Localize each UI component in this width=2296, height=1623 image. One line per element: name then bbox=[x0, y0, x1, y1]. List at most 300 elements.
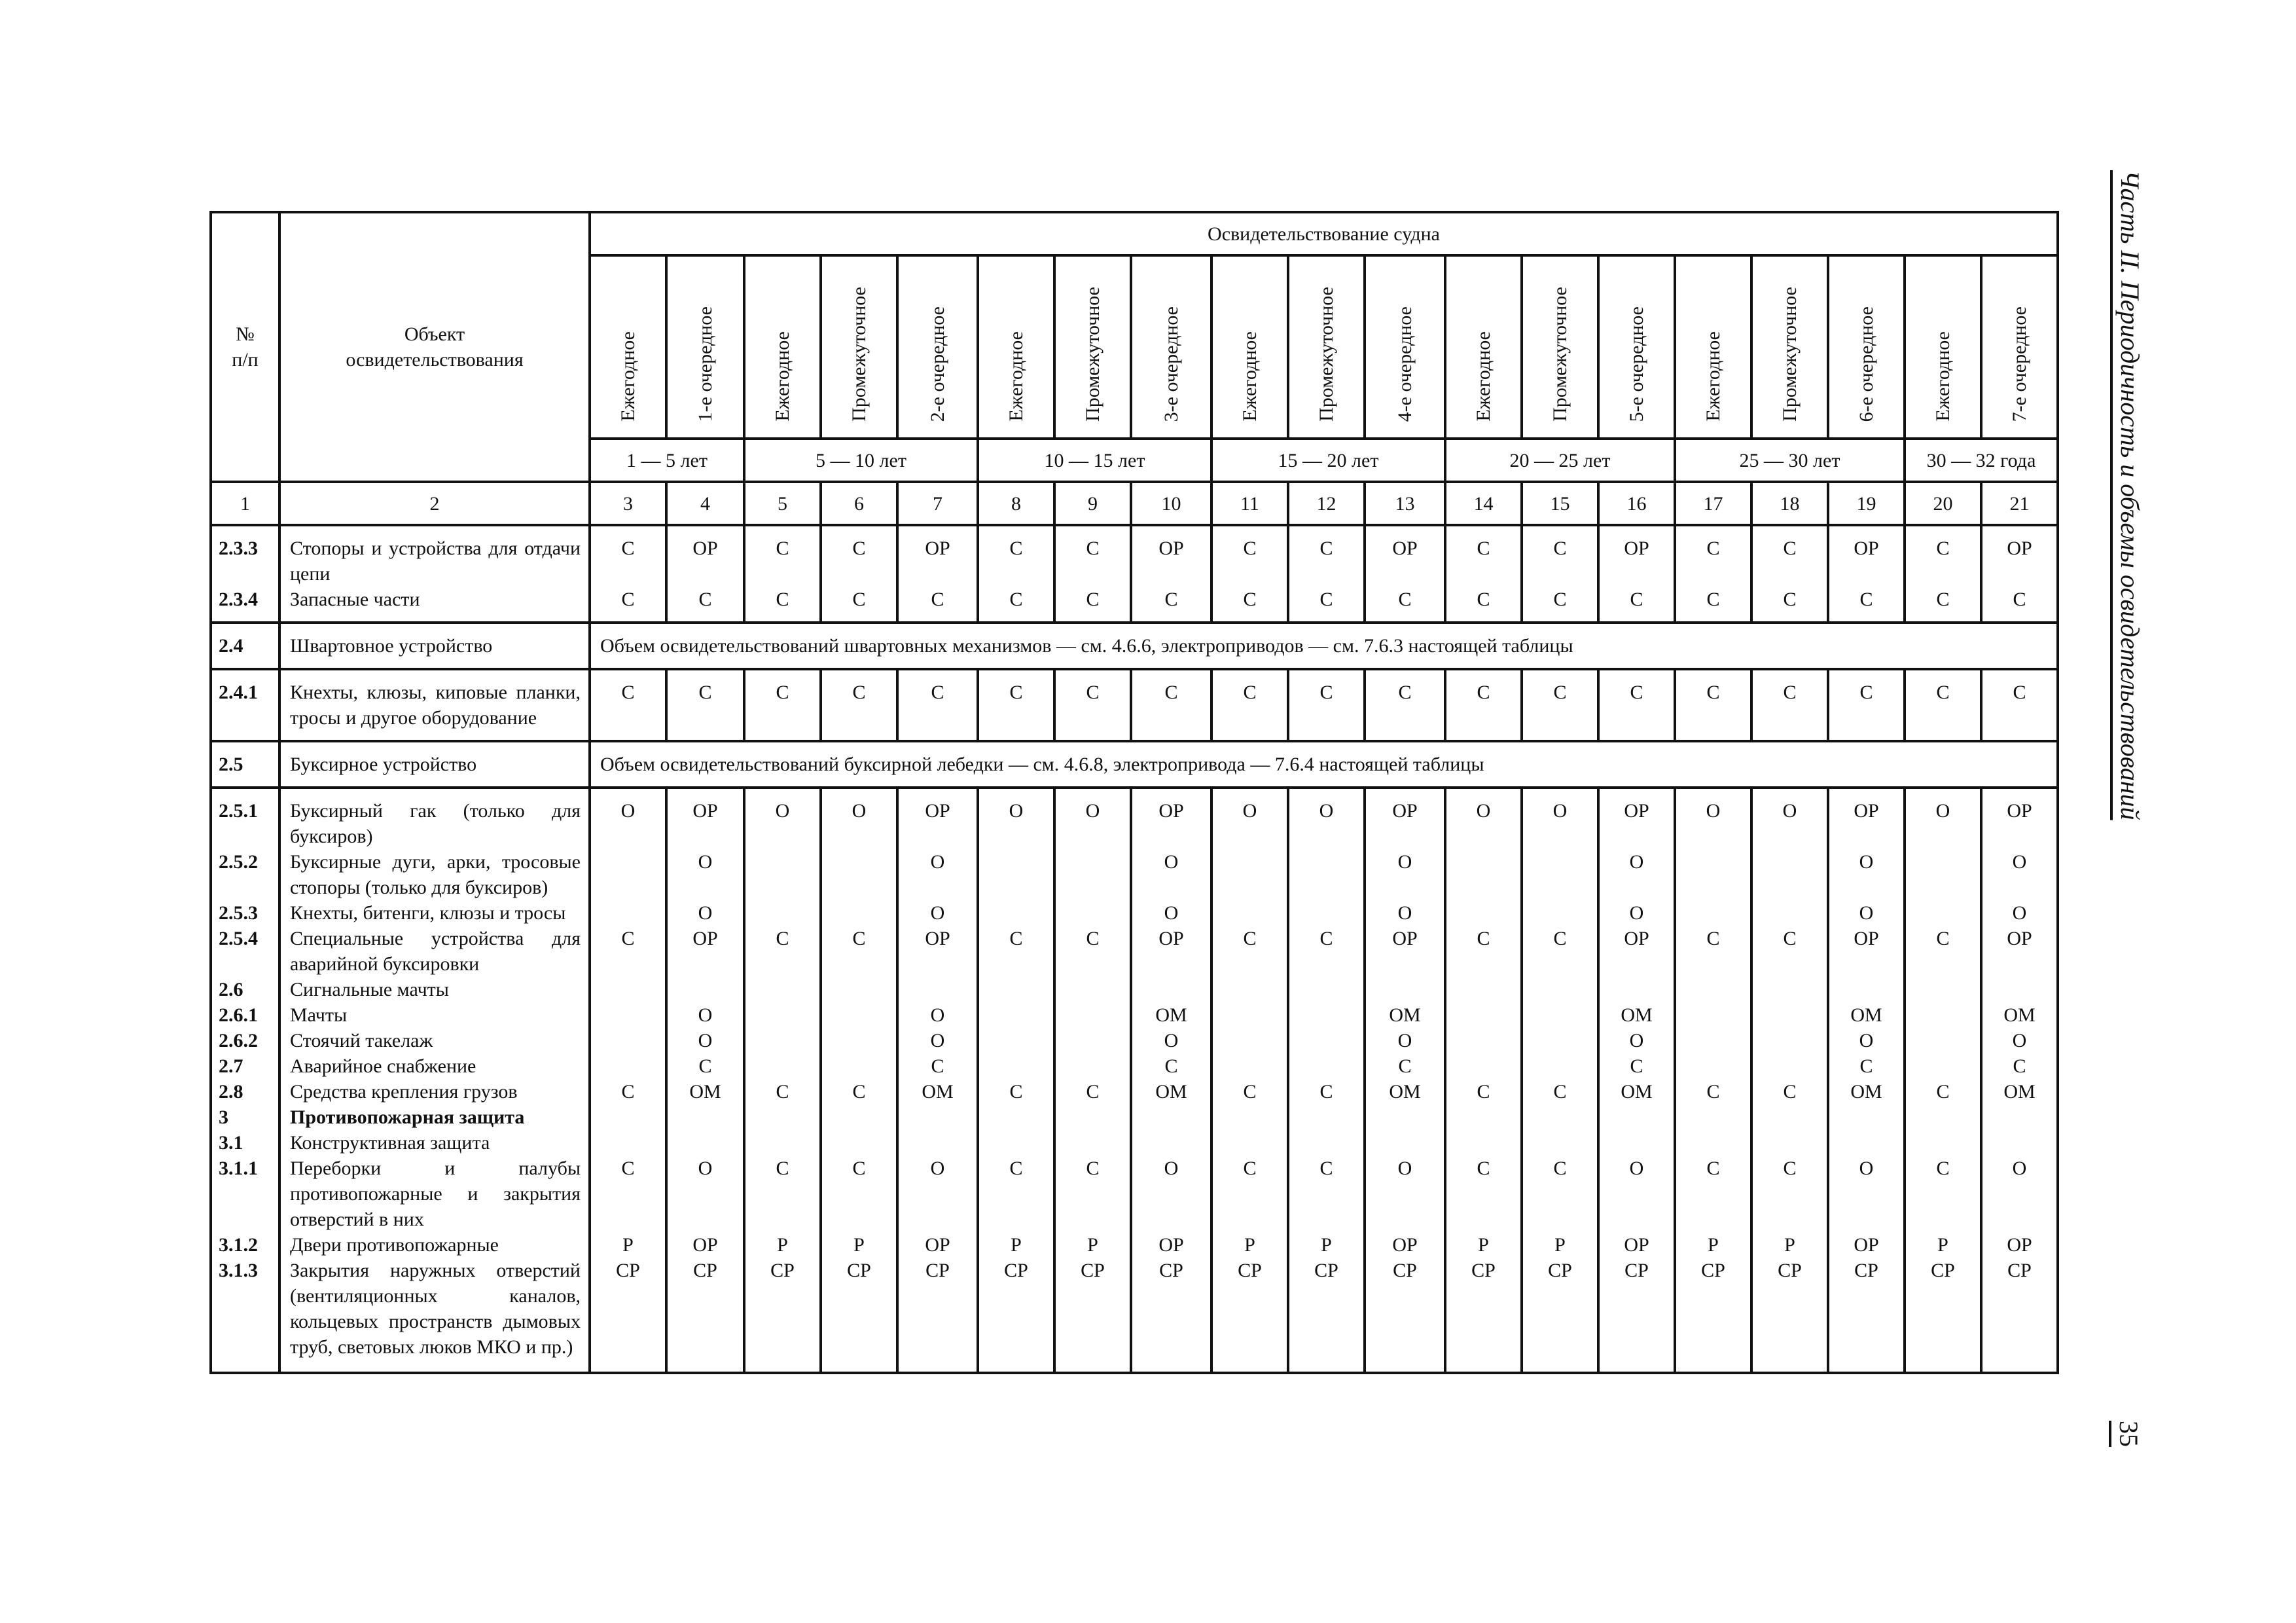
survey-value bbox=[744, 900, 821, 926]
survey-value bbox=[1751, 849, 1828, 900]
survey-value bbox=[666, 1130, 744, 1156]
survey-value: О bbox=[1365, 1156, 1445, 1232]
survey-value: СР bbox=[1054, 1258, 1131, 1373]
header-survey-group: Освидетельствование судна bbox=[590, 212, 2058, 255]
survey-value: О bbox=[1522, 788, 1598, 849]
survey-value bbox=[1751, 900, 1828, 926]
survey-value: О bbox=[1598, 1156, 1675, 1232]
survey-value: С bbox=[1522, 587, 1598, 623]
survey-type-header bbox=[744, 255, 821, 439]
survey-value: О bbox=[1211, 788, 1288, 849]
survey-value bbox=[978, 1053, 1054, 1079]
row-number: 2.5 bbox=[211, 741, 279, 788]
column-number: 10 bbox=[1131, 482, 1211, 525]
row-note: Объем освидетельствований буксирной лебедки — см. 4.6.8, электропривода — 7.6.4 настоящей таблицы bbox=[590, 741, 2058, 788]
survey-value: С bbox=[1905, 525, 1981, 587]
survey-value bbox=[1751, 1002, 1828, 1028]
survey-value: Р bbox=[1751, 1232, 1828, 1258]
survey-value: О bbox=[1981, 849, 2058, 900]
survey-value bbox=[1445, 1002, 1522, 1028]
survey-value bbox=[1054, 900, 1131, 926]
row-number: 2.6 bbox=[211, 977, 279, 1002]
survey-value: С bbox=[1675, 525, 1751, 587]
column-number: 13 bbox=[1365, 482, 1445, 525]
table-row bbox=[211, 1002, 2058, 1028]
row-object: Кнехты, клюзы, киповые планки, тросы и другое оборудование bbox=[279, 669, 590, 741]
survey-value: Р bbox=[1675, 1232, 1751, 1258]
survey-value bbox=[1211, 977, 1288, 1002]
survey-value: С bbox=[1365, 1053, 1445, 1079]
survey-value: О bbox=[1365, 849, 1445, 900]
survey-value bbox=[978, 977, 1054, 1002]
survey-type-header bbox=[1054, 255, 1131, 439]
survey-value: С bbox=[1445, 926, 1522, 977]
survey-type-header bbox=[1981, 255, 2058, 439]
survey-value: СР bbox=[897, 1258, 978, 1373]
survey-value: Р bbox=[1288, 1232, 1365, 1258]
survey-value: ОР bbox=[1598, 788, 1675, 849]
survey-value: С bbox=[1288, 587, 1365, 623]
survey-value bbox=[1054, 849, 1131, 900]
survey-value: С bbox=[666, 587, 744, 623]
survey-type-label: 1-е очередное bbox=[694, 306, 716, 422]
survey-value: СР bbox=[1981, 1258, 2058, 1373]
survey-value: С bbox=[1751, 1156, 1828, 1232]
table-row bbox=[211, 1053, 2058, 1079]
survey-value: О bbox=[978, 788, 1054, 849]
survey-value bbox=[1598, 977, 1675, 1002]
row-object: Швартовное устройство bbox=[279, 623, 590, 669]
survey-value: ОМ bbox=[1981, 1002, 2058, 1028]
survey-value bbox=[1522, 977, 1598, 1002]
survey-value: ОР bbox=[1828, 1232, 1905, 1258]
row-number: 3 bbox=[211, 1104, 279, 1130]
row-number: 2.5.1 bbox=[211, 788, 279, 849]
survey-value: С bbox=[590, 525, 666, 587]
survey-value bbox=[1905, 1130, 1981, 1156]
survey-value: С bbox=[1751, 525, 1828, 587]
survey-value: Р bbox=[1522, 1232, 1598, 1258]
survey-value: СР bbox=[1211, 1258, 1288, 1373]
survey-value: ОМ bbox=[1131, 1079, 1211, 1104]
survey-value: С bbox=[978, 1079, 1054, 1104]
survey-value bbox=[1054, 1053, 1131, 1079]
survey-value bbox=[1211, 1130, 1288, 1156]
survey-value: СР bbox=[978, 1258, 1054, 1373]
survey-value: ОР bbox=[666, 926, 744, 977]
table-row bbox=[211, 788, 2058, 849]
survey-value: Р bbox=[1905, 1232, 1981, 1258]
survey-value: С bbox=[1131, 1053, 1211, 1079]
survey-value: С bbox=[1905, 587, 1981, 623]
survey-value: О bbox=[1131, 900, 1211, 926]
survey-value bbox=[1445, 849, 1522, 900]
period-header: 20 — 25 лет bbox=[1445, 439, 1675, 482]
survey-value bbox=[1675, 1104, 1751, 1130]
table-row bbox=[211, 669, 2058, 741]
survey-value: С bbox=[821, 587, 897, 623]
survey-value: С bbox=[978, 1156, 1054, 1232]
survey-value: ОР bbox=[1828, 525, 1905, 587]
survey-value: О bbox=[1828, 1028, 1905, 1053]
survey-value: С bbox=[821, 1156, 897, 1232]
survey-value: ОР bbox=[1981, 525, 2058, 587]
survey-value: ОМ bbox=[897, 1079, 978, 1104]
running-head: Часть II. Периодичность и объемы освидетельствований bbox=[2115, 170, 2145, 820]
survey-value: О bbox=[897, 1028, 978, 1053]
column-number: 5 bbox=[744, 482, 821, 525]
survey-value bbox=[744, 1104, 821, 1130]
survey-value: С bbox=[1054, 669, 1131, 741]
column-number: 16 bbox=[1598, 482, 1675, 525]
row-number: 2.4 bbox=[211, 623, 279, 669]
survey-value: ОР bbox=[897, 788, 978, 849]
survey-value: С bbox=[590, 587, 666, 623]
column-number: 4 bbox=[666, 482, 744, 525]
survey-value: С bbox=[1522, 525, 1598, 587]
survey-value bbox=[1288, 1130, 1365, 1156]
survey-value: С bbox=[1905, 1156, 1981, 1232]
survey-value: О bbox=[1131, 849, 1211, 900]
survey-value: О bbox=[1598, 849, 1675, 900]
survey-value bbox=[744, 1053, 821, 1079]
survey-value bbox=[1905, 1053, 1981, 1079]
survey-value: Р bbox=[744, 1232, 821, 1258]
survey-value bbox=[1981, 1104, 2058, 1130]
survey-value: ОР bbox=[666, 525, 744, 587]
table-row bbox=[211, 1028, 2058, 1053]
survey-value bbox=[1905, 1002, 1981, 1028]
column-number: 17 bbox=[1675, 482, 1751, 525]
row-object: Противопожарная защита bbox=[279, 1104, 590, 1130]
survey-value: ОМ bbox=[1981, 1079, 2058, 1104]
survey-value: ОР bbox=[1365, 926, 1445, 977]
survey-value: О bbox=[1054, 788, 1131, 849]
survey-value: ОР bbox=[666, 1232, 744, 1258]
survey-value: С bbox=[1751, 669, 1828, 741]
survey-value: СР bbox=[1828, 1258, 1905, 1373]
survey-value: О bbox=[1445, 788, 1522, 849]
survey-value bbox=[1288, 1028, 1365, 1053]
survey-value: С bbox=[1522, 669, 1598, 741]
survey-value: С bbox=[1445, 1079, 1522, 1104]
survey-value: О bbox=[1828, 900, 1905, 926]
survey-value bbox=[744, 977, 821, 1002]
survey-value: С bbox=[1905, 669, 1981, 741]
survey-type-header bbox=[1288, 255, 1365, 439]
survey-value: О bbox=[666, 900, 744, 926]
survey-value: О bbox=[666, 1156, 744, 1232]
column-number: 6 bbox=[821, 482, 897, 525]
survey-type-header bbox=[1751, 255, 1828, 439]
survey-value: ОР bbox=[1365, 1232, 1445, 1258]
survey-value bbox=[978, 1130, 1054, 1156]
survey-value: С bbox=[1828, 587, 1905, 623]
survey-value bbox=[1675, 1053, 1751, 1079]
survey-value: ОР bbox=[1131, 788, 1211, 849]
period-header: 15 — 20 лет bbox=[1211, 439, 1445, 482]
row-number: 3.1.2 bbox=[211, 1232, 279, 1258]
survey-value bbox=[1054, 1002, 1131, 1028]
survey-value: О bbox=[897, 1156, 978, 1232]
survey-type-header bbox=[1131, 255, 1211, 439]
survey-type-header bbox=[1675, 255, 1751, 439]
survey-value: О bbox=[1981, 1156, 2058, 1232]
survey-value bbox=[1445, 900, 1522, 926]
survey-value bbox=[590, 849, 666, 900]
survey-value: ОР bbox=[1131, 525, 1211, 587]
survey-value: О bbox=[1675, 788, 1751, 849]
survey-value: С bbox=[744, 669, 821, 741]
survey-type-label: 6-е очередное bbox=[1855, 306, 1877, 422]
survey-value bbox=[590, 977, 666, 1002]
survey-value bbox=[1828, 1130, 1905, 1156]
row-number: 2.6.1 bbox=[211, 1002, 279, 1028]
survey-value: С bbox=[1211, 1079, 1288, 1104]
survey-value: Р bbox=[590, 1232, 666, 1258]
survey-type-label: Ежегодное bbox=[1238, 331, 1261, 422]
survey-value: С bbox=[1054, 587, 1131, 623]
survey-value bbox=[1905, 849, 1981, 900]
table-row bbox=[211, 1156, 2058, 1232]
survey-type-label: Ежегодное bbox=[1005, 331, 1027, 422]
survey-value bbox=[1598, 1130, 1675, 1156]
survey-value: С bbox=[1522, 1079, 1598, 1104]
survey-value: С bbox=[978, 669, 1054, 741]
survey-value: С bbox=[1211, 525, 1288, 587]
survey-value: ОМ bbox=[1365, 1002, 1445, 1028]
survey-value: СР bbox=[590, 1258, 666, 1373]
survey-value: О bbox=[1365, 900, 1445, 926]
header-row-group bbox=[211, 212, 2058, 255]
survey-value bbox=[1445, 1053, 1522, 1079]
row-number: 2.7 bbox=[211, 1053, 279, 1079]
survey-value: О bbox=[1131, 1156, 1211, 1232]
survey-value: СР bbox=[1522, 1258, 1598, 1373]
survey-type-label: 2-е очередное bbox=[926, 306, 948, 422]
survey-value: О bbox=[1288, 788, 1365, 849]
survey-value: С bbox=[1828, 1053, 1905, 1079]
survey-value: С bbox=[1445, 525, 1522, 587]
survey-value: С bbox=[897, 1053, 978, 1079]
survey-value bbox=[897, 977, 978, 1002]
survey-value: С bbox=[1675, 587, 1751, 623]
survey-value: ОР bbox=[1365, 788, 1445, 849]
row-number: 2.3.4 bbox=[211, 587, 279, 623]
survey-value: О bbox=[1981, 1028, 2058, 1053]
survey-value: ОМ bbox=[1131, 1002, 1211, 1028]
survey-value: С bbox=[897, 669, 978, 741]
survey-value: ОР bbox=[1598, 525, 1675, 587]
row-object: Закрытия наружных отверстий (вентиляционных каналов, кольцевых пространств дымовых труб, световых люков МКО и пр.) bbox=[279, 1258, 590, 1373]
survey-value: ОР bbox=[1981, 788, 2058, 849]
survey-value: С bbox=[1131, 587, 1211, 623]
survey-value bbox=[1522, 1002, 1598, 1028]
survey-value: С bbox=[1211, 587, 1288, 623]
survey-type-label: Ежегодное bbox=[1472, 331, 1494, 422]
survey-value: О bbox=[666, 1028, 744, 1053]
column-number: 1 bbox=[211, 482, 279, 525]
table-row bbox=[211, 977, 2058, 1002]
survey-type-header bbox=[1445, 255, 1522, 439]
survey-value bbox=[1522, 849, 1598, 900]
row-number: 2.8 bbox=[211, 1079, 279, 1104]
survey-value: О bbox=[1751, 788, 1828, 849]
survey-type-header bbox=[978, 255, 1054, 439]
header-object: Объект освидетельствования bbox=[279, 212, 590, 482]
survey-value: С bbox=[590, 1079, 666, 1104]
survey-value bbox=[978, 1104, 1054, 1130]
survey-value: С bbox=[744, 525, 821, 587]
survey-value: ОР bbox=[1598, 926, 1675, 977]
survey-value: ОМ bbox=[666, 1079, 744, 1104]
survey-value bbox=[1675, 1002, 1751, 1028]
survey-value bbox=[744, 849, 821, 900]
row-object: Буксирное устройство bbox=[279, 741, 590, 788]
survey-value: ОР bbox=[1981, 1232, 2058, 1258]
survey-value: Р bbox=[978, 1232, 1054, 1258]
survey-value: С bbox=[1905, 926, 1981, 977]
column-number: 11 bbox=[1211, 482, 1288, 525]
survey-type-label: Промежуточное bbox=[1549, 287, 1571, 422]
survey-value bbox=[821, 849, 897, 900]
survey-table bbox=[209, 211, 2059, 1374]
survey-value: С bbox=[666, 669, 744, 741]
column-number: 14 bbox=[1445, 482, 1522, 525]
survey-type-header bbox=[1598, 255, 1675, 439]
page-number: 35 bbox=[2114, 1421, 2144, 1447]
survey-value bbox=[821, 977, 897, 1002]
survey-value: ОМ bbox=[1828, 1079, 1905, 1104]
survey-value: С bbox=[1211, 926, 1288, 977]
row-number: 2.5.2 bbox=[211, 849, 279, 900]
header-row-column-numbers bbox=[211, 482, 2058, 525]
survey-value bbox=[1131, 1104, 1211, 1130]
survey-value: С bbox=[1288, 1079, 1365, 1104]
survey-value bbox=[1522, 1130, 1598, 1156]
survey-value: О bbox=[1131, 1028, 1211, 1053]
survey-value bbox=[1675, 1130, 1751, 1156]
survey-value: СР bbox=[1365, 1258, 1445, 1373]
survey-value bbox=[1598, 1104, 1675, 1130]
survey-value bbox=[978, 849, 1054, 900]
survey-value bbox=[1981, 1130, 2058, 1156]
survey-value: ОМ bbox=[1598, 1002, 1675, 1028]
column-number: 9 bbox=[1054, 482, 1131, 525]
period-header: 25 — 30 лет bbox=[1675, 439, 1905, 482]
survey-value: С bbox=[978, 926, 1054, 977]
survey-value: О bbox=[1828, 1156, 1905, 1232]
survey-value bbox=[897, 1104, 978, 1130]
period-header: 5 — 10 лет bbox=[744, 439, 978, 482]
survey-value: С bbox=[1522, 1156, 1598, 1232]
survey-value bbox=[1522, 1028, 1598, 1053]
survey-value: ОР bbox=[1131, 926, 1211, 977]
survey-value: ОР bbox=[1131, 1232, 1211, 1258]
survey-value bbox=[744, 1130, 821, 1156]
survey-value bbox=[1522, 1053, 1598, 1079]
survey-value: О bbox=[897, 849, 978, 900]
survey-value: С bbox=[1981, 587, 2058, 623]
survey-value: О bbox=[1598, 1028, 1675, 1053]
survey-value bbox=[590, 1104, 666, 1130]
survey-value: О bbox=[1981, 900, 2058, 926]
survey-value: О bbox=[897, 900, 978, 926]
survey-value bbox=[821, 1130, 897, 1156]
survey-value bbox=[590, 1028, 666, 1053]
survey-value bbox=[978, 1028, 1054, 1053]
survey-value: ОР bbox=[1828, 788, 1905, 849]
survey-value bbox=[897, 1130, 978, 1156]
row-object: Стоячий такелаж bbox=[279, 1028, 590, 1053]
survey-value: С bbox=[897, 587, 978, 623]
survey-value bbox=[1905, 1028, 1981, 1053]
survey-type-label: Промежуточное bbox=[848, 287, 870, 422]
survey-value bbox=[1675, 977, 1751, 1002]
survey-value: О bbox=[666, 1002, 744, 1028]
survey-value bbox=[1131, 977, 1211, 1002]
survey-value bbox=[1445, 977, 1522, 1002]
survey-value: СР bbox=[1751, 1258, 1828, 1373]
survey-value: С bbox=[1598, 587, 1675, 623]
survey-value bbox=[1288, 1104, 1365, 1130]
survey-type-header bbox=[666, 255, 744, 439]
row-note: Объем освидетельствований швартовных механизмов — см. 4.6.6, электроприводов — см. 7.6.3 настоящей таблицы bbox=[590, 623, 2058, 669]
row-object: Буксирный гак (только для буксиров) bbox=[279, 788, 590, 849]
survey-value: С bbox=[1288, 926, 1365, 977]
survey-value: С bbox=[1054, 1156, 1131, 1232]
survey-value: С bbox=[1365, 587, 1445, 623]
survey-value bbox=[666, 977, 744, 1002]
survey-value: С bbox=[1522, 926, 1598, 977]
row-object: Кнехты, битенги, клюзы и тросы bbox=[279, 900, 590, 926]
survey-value bbox=[1445, 1130, 1522, 1156]
table-row bbox=[211, 1130, 2058, 1156]
survey-value: О bbox=[1905, 788, 1981, 849]
row-object: Запасные части bbox=[279, 587, 590, 623]
survey-type-label: 7-е очередное bbox=[2008, 306, 2030, 422]
survey-type-label: Промежуточное bbox=[1778, 287, 1801, 422]
survey-value: ОР bbox=[1598, 1232, 1675, 1258]
table-row bbox=[211, 525, 2058, 587]
row-number: 3.1 bbox=[211, 1130, 279, 1156]
survey-type-label: Промежуточное bbox=[1315, 287, 1337, 422]
survey-value bbox=[821, 1053, 897, 1079]
survey-value: О bbox=[821, 788, 897, 849]
survey-value bbox=[1751, 1130, 1828, 1156]
survey-value: С bbox=[744, 587, 821, 623]
survey-type-header bbox=[1365, 255, 1445, 439]
row-object: Двери противопожарные bbox=[279, 1232, 590, 1258]
survey-value: С bbox=[744, 1079, 821, 1104]
survey-type-header bbox=[897, 255, 978, 439]
survey-type-label: Ежегодное bbox=[771, 331, 793, 422]
survey-value: С bbox=[1598, 669, 1675, 741]
survey-value bbox=[1131, 1130, 1211, 1156]
table-row bbox=[211, 1079, 2058, 1104]
survey-value: С bbox=[590, 669, 666, 741]
table-row bbox=[211, 926, 2058, 977]
survey-type-label: Ежегодное bbox=[1702, 331, 1724, 422]
survey-value: О bbox=[744, 788, 821, 849]
row-number: 2.4.1 bbox=[211, 669, 279, 741]
row-object: Сигнальные мачты bbox=[279, 977, 590, 1002]
survey-value: ОМ bbox=[1828, 1002, 1905, 1028]
survey-value bbox=[1288, 977, 1365, 1002]
survey-value bbox=[1365, 1130, 1445, 1156]
survey-value bbox=[1522, 900, 1598, 926]
survey-value bbox=[1288, 849, 1365, 900]
